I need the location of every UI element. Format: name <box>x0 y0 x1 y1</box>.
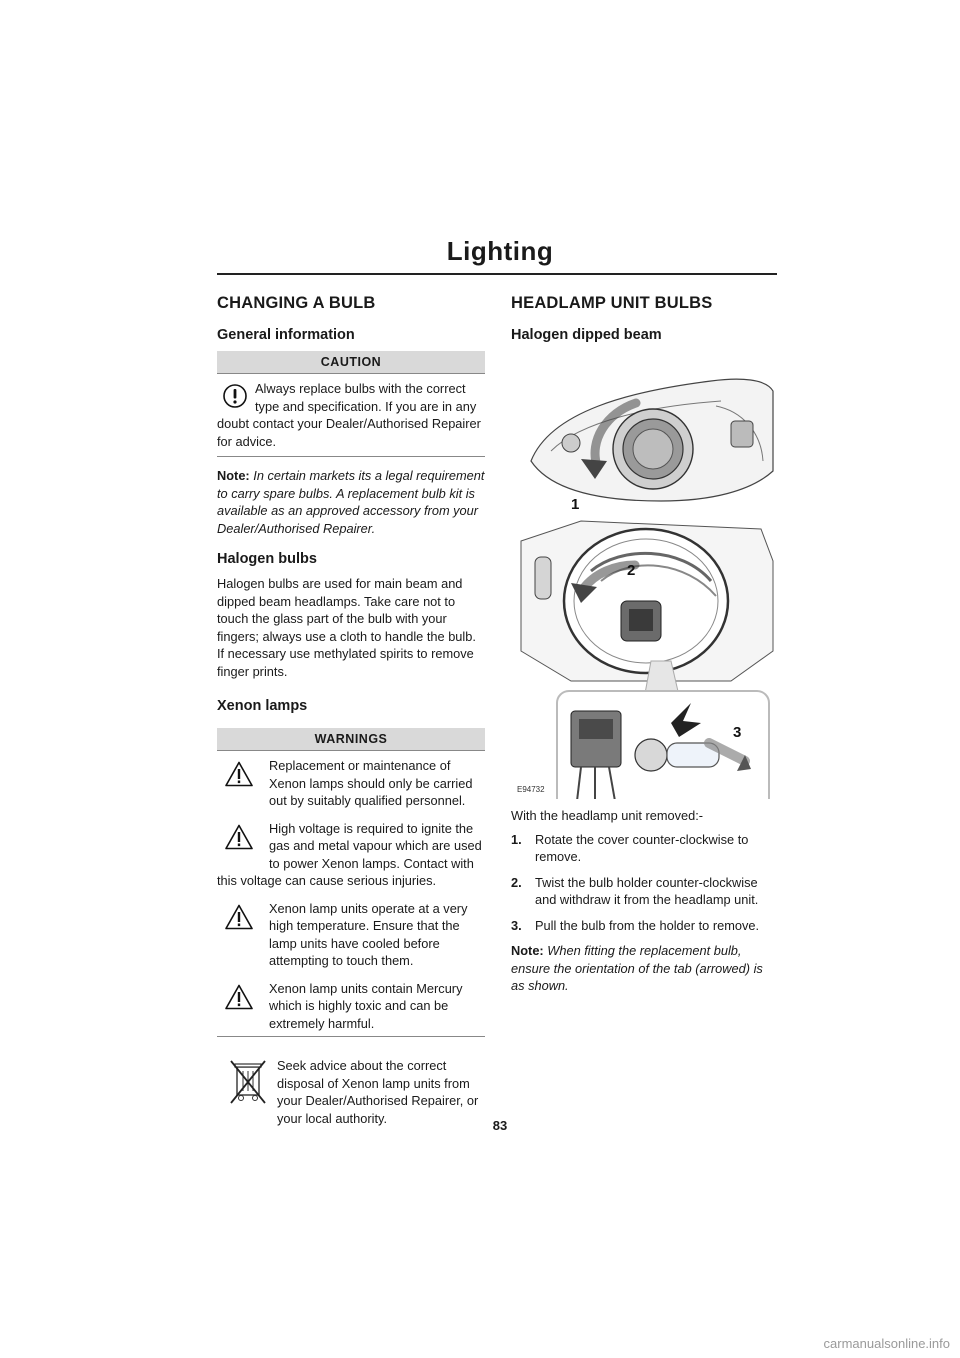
step-text: Pull the bulb from the holder to remove. <box>535 917 760 933</box>
note-text: In certain markets its a legal requirement to carry spare bulbs. A replacement bulb kit is available as an approved accessory from your Dealer/Authorised Repairer. <box>217 468 485 536</box>
caution-label: CAUTION <box>217 351 485 374</box>
warning-text-3: Xenon lamp units operate at a very high temperature. Ensure that the lamp units have cooled before attempting to touch them. <box>269 900 468 968</box>
halogen-text: Halogen bulbs are used for main beam and dipped beam headlamps. Take care not to touch the glass part of the bulb with your fingers; always use a cloth to handle the bulb. If necessary use methylated spirits to remove finger prints. <box>217 576 476 679</box>
callout-3: 3 <box>733 724 742 741</box>
warning-triangle-icon <box>225 761 253 787</box>
step-number: 2. <box>511 874 522 890</box>
right-column <box>511 288 779 1001</box>
note-text: When fitting the replacement bulb, ensure the orientation of the tab (arrowed) is as shown. <box>511 943 763 993</box>
note-label: Note: <box>511 943 544 958</box>
heading-general-information: General information <box>217 327 355 343</box>
headlamp-diagram <box>511 351 775 799</box>
callout-1: 1 <box>571 496 580 513</box>
headlamp-housing-drawing <box>531 379 773 501</box>
instructions-intro: With the headlamp unit removed:- <box>511 808 704 823</box>
note-bulb-orientation <box>511 942 779 995</box>
watermark-link[interactable]: carmanualsonline.info <box>823 1336 950 1351</box>
step-text: Rotate the cover counter-clockwise to remove. <box>535 831 749 864</box>
bulb-inset-drawing <box>557 691 769 799</box>
step-text: Twist the bulb holder counter-clockwise and withdraw it from the headlamp unit. <box>535 874 759 907</box>
figure-code: E94732 <box>517 785 545 794</box>
headlamp-illustration <box>511 351 775 799</box>
note-label: Note: <box>217 468 250 483</box>
caution-box <box>217 351 485 457</box>
heading-halogen-dipped-beam: Halogen dipped beam <box>511 327 662 343</box>
warning-item-2 <box>217 814 485 894</box>
section-title-changing-bulb: CHANGING A BULB <box>217 294 376 312</box>
warning-text-2-first: High voltage is required to ignite the gas and metal vapour which are used to power Xenon lamps. Contact with <box>269 820 482 871</box>
warning-item-3 <box>217 894 485 974</box>
warnings-box <box>217 728 485 1037</box>
warning-triangle-icon <box>225 824 253 850</box>
step-2 <box>511 874 779 909</box>
disposal-text: Seek advice about the correct disposal of Xenon lamp units from your Dealer/Authorised Repairer, or your local authority. <box>277 1058 479 1126</box>
caution-text-rest: doubt contact your Dealer/Authorised Repairer for advice. <box>217 416 481 449</box>
warning-triangle-icon <box>225 904 253 930</box>
caution-icon <box>223 384 247 408</box>
caution-text-first: Always replace bulbs with the correct type and specification. If you are in any <box>255 381 477 414</box>
crossed-bin-icon <box>229 1059 267 1107</box>
heading-halogen-bulbs: Halogen bulbs <box>217 551 317 567</box>
title-rule <box>217 273 777 275</box>
step-number: 1. <box>511 831 522 847</box>
warning-triangle-icon <box>225 984 253 1010</box>
heading-xenon-lamps: Xenon lamps <box>217 698 308 714</box>
step-1 <box>511 831 779 866</box>
step-number: 3. <box>511 917 522 933</box>
left-column <box>217 288 485 1131</box>
warnings-label: WARNINGS <box>217 728 485 751</box>
callout-2: 2 <box>627 562 636 579</box>
caution-item <box>217 374 485 456</box>
warning-item-1 <box>217 751 485 814</box>
warning-text-4: Xenon lamp units contain Mercury which is highly toxic and can be extremely harmful. <box>269 980 463 1031</box>
section-title-headlamp-unit-bulbs: HEADLAMP UNIT BULBS <box>511 294 713 312</box>
step-3 <box>511 917 779 935</box>
warning-text-1: Replacement or maintenance of Xenon lamps should only be carried out by suitably qualified personnel. <box>269 758 473 808</box>
note-spare-bulbs <box>217 467 485 537</box>
page-number: 83 <box>492 1118 508 1133</box>
page-title: Lighting <box>446 236 554 266</box>
warning-text-2-rest: this voltage can cause serious injuries. <box>217 873 437 888</box>
warning-item-4 <box>217 974 485 1037</box>
